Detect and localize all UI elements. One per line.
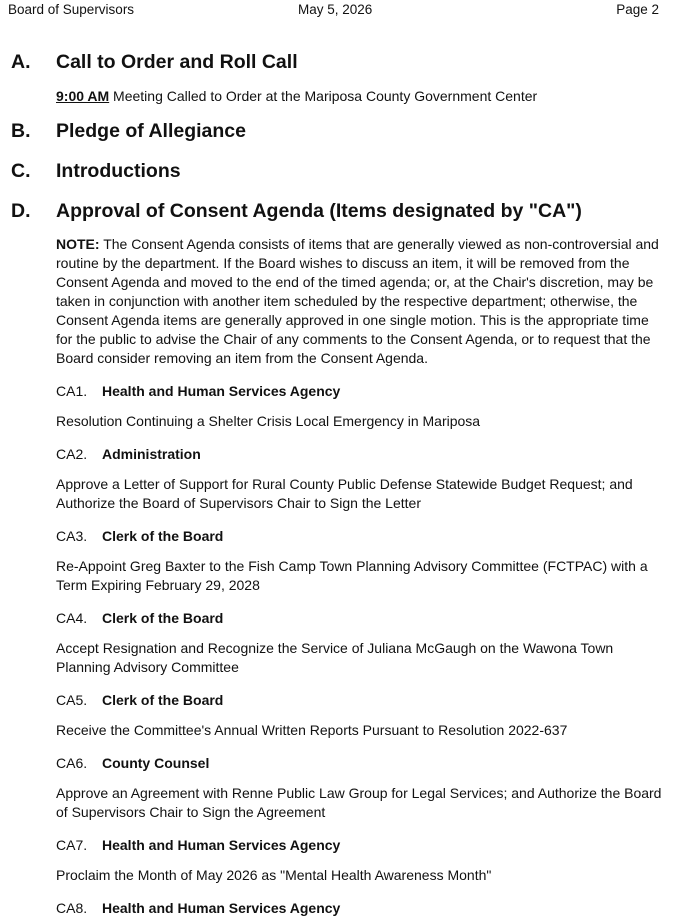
item-department: Clerk of the Board: [102, 528, 224, 544]
section-title: Introductions: [56, 160, 181, 182]
consent-note: [56, 235, 664, 368]
section-letter: D.: [11, 200, 31, 222]
call-to-order-time: 9:00 AM: [56, 88, 110, 104]
item-number: CA6.: [56, 755, 88, 771]
item-department: Clerk of the Board: [102, 692, 224, 708]
item-department: Health and Human Services Agency: [102, 383, 341, 399]
section-d-heading: [11, 200, 582, 223]
header-page-number: Page 2: [616, 2, 659, 17]
item-number: CA2.: [56, 446, 88, 462]
consent-item-ca8: [56, 900, 340, 916]
item-description: Re-Appoint Greg Baxter to the Fish Camp Town Planning Advisory Committee (FCTPAC) with a Term Expiring February 29, 2028: [56, 558, 648, 593]
section-letter: C.: [11, 160, 31, 182]
section-title: Approval of Consent Agenda (Items designated by "CA"): [56, 200, 582, 222]
page-header: [0, 2, 680, 20]
item-description: Approve an Agreement with Renne Public Law Group for Legal Services; and Authorize the Board of Supervisors Chair to Sign the Agreement: [56, 785, 662, 820]
item-number: CA1.: [56, 383, 88, 399]
section-letter: B.: [11, 120, 31, 142]
item-department: Administration: [102, 446, 201, 462]
item-number: CA4.: [56, 610, 88, 626]
item-description: Resolution Continuing a Shelter Crisis Local Emergency in Mariposa: [56, 413, 481, 429]
item-department: Health and Human Services Agency: [102, 900, 341, 916]
consent-item-ca5: [56, 692, 223, 708]
section-title: Pledge of Allegiance: [56, 120, 246, 142]
consent-item-ca4: [56, 610, 223, 626]
item-number: CA7.: [56, 837, 88, 853]
consent-item-ca1: [56, 383, 340, 399]
section-title: Call to Order and Roll Call: [56, 51, 298, 73]
item-description: Approve a Letter of Support for Rural County Public Defense Statewide Budget Request; and Authorize the Board of Supervisors Chair to Sign the Letter: [56, 476, 633, 511]
call-to-order-line: [56, 87, 664, 106]
section-a-heading: [11, 51, 298, 74]
item-description: Receive the Committee's Annual Written Reports Pursuant to Resolution 2022-637: [56, 722, 568, 738]
consent-item-ca7: [56, 837, 340, 853]
section-b-heading: [11, 120, 246, 143]
consent-item-ca2: [56, 446, 201, 462]
item-number: CA8.: [56, 900, 88, 916]
item-department: Health and Human Services Agency: [102, 837, 341, 853]
section-letter: A.: [11, 51, 31, 73]
item-department: County Counsel: [102, 755, 210, 771]
item-number: CA3.: [56, 528, 88, 544]
consent-item-ca6: [56, 755, 209, 771]
note-label: NOTE:: [56, 236, 100, 252]
item-number: CA5.: [56, 692, 88, 708]
item-description: Proclaim the Month of May 2026 as "Mental Health Awareness Month": [56, 867, 492, 883]
consent-item-ca3: [56, 528, 223, 544]
item-description: Accept Resignation and Recognize the Service of Juliana McGaugh on the Wawona Town Planning Advisory Committee: [56, 640, 614, 675]
call-to-order-text: Meeting Called to Order at the Mariposa County Government Center: [109, 88, 538, 104]
header-board-name: Board of Supervisors: [8, 2, 135, 17]
header-date: May 5, 2026: [298, 2, 373, 17]
item-department: Clerk of the Board: [102, 610, 224, 626]
section-c-heading: [11, 160, 181, 183]
note-text: The Consent Agenda consists of items that are generally viewed as non-controversial and routine by the department. If the Board wishes to discuss an item, it will be removed from the Consent Agenda and moved to the end of the timed agenda; or, at the Chair's discretion, may be taken in conjunction with another item scheduled by the respective department; otherwise, the Consent Agenda items are generally approved in one single motion. This is the appropriate time for the public to advise the Chair of any comments to the Consent Agenda, or to request that the Board consider removing an item from the Consent Agenda.: [56, 236, 659, 366]
